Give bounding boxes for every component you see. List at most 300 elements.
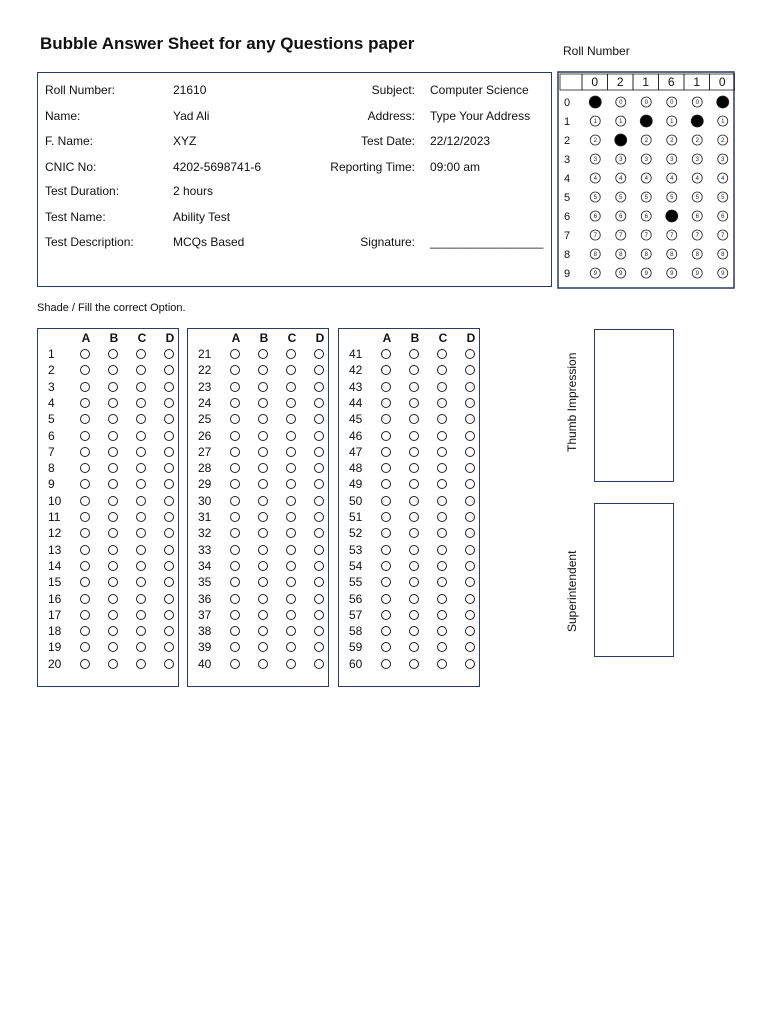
answer-bubble-2-d[interactable] bbox=[164, 365, 174, 375]
answer-bubble-60-d[interactable] bbox=[465, 659, 475, 669]
answer-bubble-6-a[interactable] bbox=[80, 431, 90, 441]
answer-bubble-16-d[interactable] bbox=[164, 594, 174, 604]
answer-bubble-10-b[interactable] bbox=[108, 496, 118, 506]
answer-bubble-15-c[interactable] bbox=[136, 577, 146, 587]
answer-bubble-43-a[interactable] bbox=[381, 382, 391, 392]
answer-bubble-41-a[interactable] bbox=[381, 349, 391, 359]
answer-bubble-5-d[interactable] bbox=[164, 414, 174, 424]
answer-bubble-49-d[interactable] bbox=[465, 479, 475, 489]
answer-bubble-60-b[interactable] bbox=[409, 659, 419, 669]
info-label-test-date: Test Date: bbox=[360, 134, 415, 148]
answer-bubble-57-a[interactable] bbox=[381, 610, 391, 620]
answer-bubble-58-d[interactable] bbox=[465, 626, 475, 636]
answer-bubble-20-b[interactable] bbox=[108, 659, 118, 669]
roll-grid-bubble-digit: 4 bbox=[644, 176, 648, 183]
answer-bubble-44-b[interactable] bbox=[409, 398, 419, 408]
answer-bubble-50-d[interactable] bbox=[465, 496, 475, 506]
answer-bubble-33-a[interactable] bbox=[230, 545, 240, 555]
answer-bubble-40-c[interactable] bbox=[286, 659, 296, 669]
question-number: 35 bbox=[198, 575, 212, 590]
answer-bubble-36-a[interactable] bbox=[230, 594, 240, 604]
answer-bubble-52-d[interactable] bbox=[465, 528, 475, 538]
answer-bubble-21-d[interactable] bbox=[314, 349, 324, 359]
answer-bubble-14-c[interactable] bbox=[136, 561, 146, 571]
answer-bubble-44-c[interactable] bbox=[437, 398, 447, 408]
answer-bubble-32-b[interactable] bbox=[258, 528, 268, 538]
roll-grid-bubble-filled bbox=[589, 96, 601, 108]
answer-bubble-35-d[interactable] bbox=[314, 577, 324, 587]
answer-bubble-25-b[interactable] bbox=[258, 414, 268, 424]
answer-bubble-28-a[interactable] bbox=[230, 463, 240, 473]
answer-bubble-59-a[interactable] bbox=[381, 642, 391, 652]
question-number: 27 bbox=[198, 444, 212, 459]
roll-grid-bubble-digit: 0 bbox=[644, 100, 648, 107]
answer-bubble-33-c[interactable] bbox=[286, 545, 296, 555]
answer-bubble-46-c[interactable] bbox=[437, 431, 447, 441]
answer-bubble-59-d[interactable] bbox=[465, 642, 475, 652]
answer-bubble-33-d[interactable] bbox=[314, 545, 324, 555]
answer-bubble-13-b[interactable] bbox=[108, 545, 118, 555]
answer-bubble-14-a[interactable] bbox=[80, 561, 90, 571]
answer-bubble-26-a[interactable] bbox=[230, 431, 240, 441]
answer-bubble-4-a[interactable] bbox=[80, 398, 90, 408]
answer-bubble-13-a[interactable] bbox=[80, 545, 90, 555]
answer-bubble-12-d[interactable] bbox=[164, 528, 174, 538]
answer-bubble-6-d[interactable] bbox=[164, 431, 174, 441]
answer-bubble-33-b[interactable] bbox=[258, 545, 268, 555]
info-value-test-description[interactable]: MCQs Based bbox=[173, 235, 245, 249]
question-number: 50 bbox=[349, 493, 363, 508]
answer-bubble-3-b[interactable] bbox=[108, 382, 118, 392]
info-value-address[interactable]: Type Your Address bbox=[430, 109, 531, 123]
answer-bubble-3-c[interactable] bbox=[136, 382, 146, 392]
answer-bubble-27-b[interactable] bbox=[258, 447, 268, 457]
answer-bubble-47-c[interactable] bbox=[437, 447, 447, 457]
answer-bubble-24-b[interactable] bbox=[258, 398, 268, 408]
answer-bubble-54-d[interactable] bbox=[465, 561, 475, 571]
info-label-address: Address: bbox=[367, 109, 415, 123]
answer-bubble-22-c[interactable] bbox=[286, 365, 296, 375]
answer-bubble-37-c[interactable] bbox=[286, 610, 296, 620]
answer-bubble-38-d[interactable] bbox=[314, 626, 324, 636]
answer-bubble-40-b[interactable] bbox=[258, 659, 268, 669]
answer-bubble-59-c[interactable] bbox=[437, 642, 447, 652]
answer-bubble-46-b[interactable] bbox=[409, 431, 419, 441]
info-value-reporting-time[interactable]: 09:00 am bbox=[430, 160, 481, 174]
answer-bubble-29-b[interactable] bbox=[258, 479, 268, 489]
answer-bubble-32-d[interactable] bbox=[314, 528, 324, 538]
roll-grid-bubble-digit: 9 bbox=[593, 271, 597, 278]
answer-bubble-32-c[interactable] bbox=[286, 528, 296, 538]
answer-bubble-56-d[interactable] bbox=[465, 594, 475, 604]
answer-bubble-53-d[interactable] bbox=[465, 545, 475, 555]
info-value-signature[interactable]: _________________ bbox=[430, 235, 544, 249]
answer-bubble-4-b[interactable] bbox=[108, 398, 118, 408]
answer-bubble-16-b[interactable] bbox=[108, 594, 118, 604]
answer-bubble-35-a[interactable] bbox=[230, 577, 240, 587]
answer-bubble-18-c[interactable] bbox=[136, 626, 146, 636]
answer-bubble-22-a[interactable] bbox=[230, 365, 240, 375]
answer-bubble-41-d[interactable] bbox=[465, 349, 475, 359]
roll-number-grid bbox=[557, 71, 735, 289]
roll-grid-bubble-digit: 5 bbox=[670, 195, 674, 202]
roll-grid-row-label: 8 bbox=[563, 249, 571, 261]
answer-bubble-29-a[interactable] bbox=[230, 479, 240, 489]
answer-bubble-22-b[interactable] bbox=[258, 365, 268, 375]
answer-bubble-26-b[interactable] bbox=[258, 431, 268, 441]
answer-bubble-30-b[interactable] bbox=[258, 496, 268, 506]
answer-bubble-40-d[interactable] bbox=[314, 659, 324, 669]
answer-bubble-60-a[interactable] bbox=[381, 659, 391, 669]
answer-bubble-34-b[interactable] bbox=[258, 561, 268, 571]
answer-bubble-41-c[interactable] bbox=[437, 349, 447, 359]
answer-bubble-55-b[interactable] bbox=[409, 577, 419, 587]
question-number: 6 bbox=[48, 428, 55, 443]
answer-bubble-19-a[interactable] bbox=[80, 642, 90, 652]
answer-bubble-42-b[interactable] bbox=[409, 365, 419, 375]
info-value-father-name[interactable]: XYZ bbox=[173, 134, 197, 148]
answer-bubble-49-a[interactable] bbox=[381, 479, 391, 489]
answer-bubble-32-a[interactable] bbox=[230, 528, 240, 538]
answer-bubble-21-b[interactable] bbox=[258, 349, 268, 359]
answer-bubble-46-a[interactable] bbox=[381, 431, 391, 441]
answer-bubble-51-a[interactable] bbox=[381, 512, 391, 522]
question-number: 54 bbox=[349, 558, 363, 573]
answer-bubble-8-a[interactable] bbox=[80, 463, 90, 473]
answer-bubble-58-b[interactable] bbox=[409, 626, 419, 636]
question-number: 31 bbox=[198, 510, 212, 524]
answer-bubble-31-c[interactable] bbox=[286, 512, 296, 522]
answer-bubble-54-b[interactable] bbox=[409, 561, 419, 571]
answer-bubble-57-d[interactable] bbox=[465, 610, 475, 620]
answer-bubble-10-d[interactable] bbox=[164, 496, 174, 506]
answer-bubble-47-a[interactable] bbox=[381, 447, 391, 457]
answer-bubble-52-b[interactable] bbox=[409, 528, 419, 538]
question-column-1 bbox=[37, 328, 179, 687]
answer-bubble-26-c[interactable] bbox=[286, 431, 296, 441]
answer-bubble-37-a[interactable] bbox=[230, 610, 240, 620]
answer-bubble-19-b[interactable] bbox=[108, 642, 118, 652]
roll-grid-bubble-digit: 2 bbox=[593, 138, 597, 145]
answer-bubble-43-d[interactable] bbox=[465, 382, 475, 392]
answer-bubble-5-c[interactable] bbox=[136, 414, 146, 424]
answer-bubble-47-b[interactable] bbox=[409, 447, 419, 457]
roll-grid-bubble-digit: 8 bbox=[695, 252, 699, 259]
question-number: 39 bbox=[198, 640, 212, 655]
answer-bubble-34-a[interactable] bbox=[230, 561, 240, 571]
answer-bubble-16-a[interactable] bbox=[80, 594, 90, 604]
answer-bubble-14-d[interactable] bbox=[164, 561, 174, 571]
answer-bubble-39-b[interactable] bbox=[258, 642, 268, 652]
answer-bubble-45-b[interactable] bbox=[409, 414, 419, 424]
answer-bubble-21-c[interactable] bbox=[286, 349, 296, 359]
answer-bubble-53-b[interactable] bbox=[409, 545, 419, 555]
answer-bubble-19-c[interactable] bbox=[136, 642, 146, 652]
answer-bubble-54-c[interactable] bbox=[437, 561, 447, 571]
answer-bubble-56-c[interactable] bbox=[437, 594, 447, 604]
answer-bubble-27-a[interactable] bbox=[230, 447, 240, 457]
answer-bubble-17-b[interactable] bbox=[108, 610, 118, 620]
answer-bubble-45-c[interactable] bbox=[437, 414, 447, 424]
answer-bubble-38-c[interactable] bbox=[286, 626, 296, 636]
answer-bubble-41-b[interactable] bbox=[409, 349, 419, 359]
roll-grid-row-label: 6 bbox=[563, 211, 571, 223]
answer-bubble-50-b[interactable] bbox=[409, 496, 419, 506]
answer-bubble-7-b[interactable] bbox=[108, 447, 118, 457]
info-label-subject: Subject: bbox=[371, 83, 415, 97]
answer-bubble-24-d[interactable] bbox=[314, 398, 324, 408]
roll-grid-bubble-digit: 4 bbox=[695, 176, 699, 183]
question-number: 59 bbox=[349, 640, 363, 655]
answer-bubble-9-b[interactable] bbox=[108, 479, 118, 489]
answer-bubble-37-d[interactable] bbox=[314, 610, 324, 620]
answer-bubble-45-d[interactable] bbox=[465, 414, 475, 424]
question-number: 5 bbox=[48, 412, 55, 427]
answer-bubble-11-a[interactable] bbox=[80, 512, 90, 522]
answer-bubble-5-b[interactable] bbox=[108, 414, 118, 424]
answer-bubble-56-b[interactable] bbox=[409, 594, 419, 604]
answer-bubble-10-c[interactable] bbox=[136, 496, 146, 506]
answer-bubble-24-a[interactable] bbox=[230, 398, 240, 408]
answer-bubble-38-a[interactable] bbox=[230, 626, 240, 636]
answer-bubble-11-c[interactable] bbox=[136, 512, 146, 522]
answer-bubble-35-b[interactable] bbox=[258, 577, 268, 587]
info-value-cnic[interactable]: 4202-5698741-6 bbox=[173, 160, 262, 174]
answer-bubble-48-a[interactable] bbox=[381, 463, 391, 473]
answer-bubble-3-d[interactable] bbox=[164, 382, 174, 392]
answer-bubble-23-a[interactable] bbox=[230, 382, 240, 392]
answer-bubble-13-c[interactable] bbox=[136, 545, 146, 555]
roll-grid-row-label: 5 bbox=[563, 192, 571, 204]
answer-bubble-1-b[interactable] bbox=[108, 349, 118, 359]
answer-bubble-49-c[interactable] bbox=[437, 479, 447, 489]
answer-bubble-50-c[interactable] bbox=[437, 496, 447, 506]
answer-bubble-51-d[interactable] bbox=[465, 512, 475, 522]
answer-bubble-47-d[interactable] bbox=[465, 447, 475, 457]
answer-bubble-56-a[interactable] bbox=[381, 594, 391, 604]
answer-bubble-45-a[interactable] bbox=[381, 414, 391, 424]
thumb-impression-box[interactable] bbox=[594, 329, 674, 482]
answer-bubble-7-d[interactable] bbox=[164, 447, 174, 457]
answer-bubble-34-c[interactable] bbox=[286, 561, 296, 571]
superintendent-box[interactable] bbox=[594, 503, 674, 657]
answer-bubble-50-a[interactable] bbox=[381, 496, 391, 506]
answer-bubble-36-c[interactable] bbox=[286, 594, 296, 604]
answer-bubble-59-b[interactable] bbox=[409, 642, 419, 652]
answer-bubble-44-d[interactable] bbox=[465, 398, 475, 408]
answer-bubble-18-b[interactable] bbox=[108, 626, 118, 636]
answer-bubble-39-c[interactable] bbox=[286, 642, 296, 652]
answer-bubble-11-d[interactable] bbox=[164, 512, 174, 522]
answer-bubble-12-c[interactable] bbox=[136, 528, 146, 538]
answer-bubble-5-a[interactable] bbox=[80, 414, 90, 424]
answer-bubble-35-c[interactable] bbox=[286, 577, 296, 587]
answer-bubble-48-b[interactable] bbox=[409, 463, 419, 473]
info-value-test-date[interactable]: 22/12/2023 bbox=[430, 134, 491, 148]
answer-bubble-20-d[interactable] bbox=[164, 659, 174, 669]
answer-bubble-29-c[interactable] bbox=[286, 479, 296, 489]
answer-bubble-26-d[interactable] bbox=[314, 431, 324, 441]
roll-grid-bubble-digit: 2 bbox=[721, 138, 725, 145]
question-number: 38 bbox=[198, 624, 212, 639]
answer-bubble-53-a[interactable] bbox=[381, 545, 391, 555]
answer-bubble-15-d[interactable] bbox=[164, 577, 174, 587]
answer-bubble-4-d[interactable] bbox=[164, 398, 174, 408]
answer-bubble-55-c[interactable] bbox=[437, 577, 447, 587]
answer-bubble-6-c[interactable] bbox=[136, 431, 146, 441]
answer-bubble-3-a[interactable] bbox=[80, 382, 90, 392]
roll-grid-bubble-digit: 3 bbox=[670, 157, 674, 164]
answer-bubble-28-d[interactable] bbox=[314, 463, 324, 473]
answer-bubble-27-c[interactable] bbox=[286, 447, 296, 457]
info-value-test-duration[interactable]: 2 hours bbox=[173, 184, 214, 198]
answer-bubble-20-c[interactable] bbox=[136, 659, 146, 669]
answer-bubble-4-c[interactable] bbox=[136, 398, 146, 408]
answer-bubble-34-d[interactable] bbox=[314, 561, 324, 571]
answer-bubble-8-b[interactable] bbox=[108, 463, 118, 473]
answer-bubble-48-d[interactable] bbox=[465, 463, 475, 473]
answer-bubble-52-c[interactable] bbox=[437, 528, 447, 538]
answer-bubble-17-d[interactable] bbox=[164, 610, 174, 620]
answer-bubble-43-c[interactable] bbox=[437, 382, 447, 392]
answer-bubble-7-c[interactable] bbox=[136, 447, 146, 457]
answer-bubble-55-a[interactable] bbox=[381, 577, 391, 587]
answer-bubble-11-b[interactable] bbox=[108, 512, 118, 522]
answer-bubble-8-c[interactable] bbox=[136, 463, 146, 473]
answer-bubble-42-d[interactable] bbox=[465, 365, 475, 375]
roll-grid-header-digit: 6 bbox=[667, 75, 675, 89]
answer-bubble-31-b[interactable] bbox=[258, 512, 268, 522]
info-value-name[interactable]: Yad Ali bbox=[173, 109, 210, 123]
answer-bubble-12-a[interactable] bbox=[80, 528, 90, 538]
answer-bubble-57-b[interactable] bbox=[409, 610, 419, 620]
info-value-subject[interactable]: Computer Science bbox=[430, 83, 529, 97]
answer-bubble-6-b[interactable] bbox=[108, 431, 118, 441]
answer-bubble-25-c[interactable] bbox=[286, 414, 296, 424]
answer-bubble-39-a[interactable] bbox=[230, 642, 240, 652]
answer-bubble-30-d[interactable] bbox=[314, 496, 324, 506]
roll-grid-header-digit: 2 bbox=[616, 75, 624, 89]
answer-bubble-10-a[interactable] bbox=[80, 496, 90, 506]
roll-grid-bubble-filled bbox=[666, 210, 678, 222]
answer-bubble-22-d[interactable] bbox=[314, 365, 324, 375]
answer-bubble-16-c[interactable] bbox=[136, 594, 146, 604]
answer-bubble-51-c[interactable] bbox=[437, 512, 447, 522]
answer-bubble-38-b[interactable] bbox=[258, 626, 268, 636]
info-value-test-name[interactable]: Ability Test bbox=[173, 210, 231, 224]
answer-bubble-42-c[interactable] bbox=[437, 365, 447, 375]
answer-bubble-44-a[interactable] bbox=[381, 398, 391, 408]
answer-bubble-9-d[interactable] bbox=[164, 479, 174, 489]
roll-grid-header-digit: 0 bbox=[591, 75, 599, 89]
roll-grid-bubble-digit: 6 bbox=[695, 214, 699, 221]
answer-bubble-37-b[interactable] bbox=[258, 610, 268, 620]
roll-grid-bubble-digit: 4 bbox=[593, 176, 597, 183]
answer-bubble-57-c[interactable] bbox=[437, 610, 447, 620]
answer-bubble-17-a[interactable] bbox=[80, 610, 90, 620]
question-number: 13 bbox=[48, 542, 62, 557]
question-number: 55 bbox=[349, 575, 363, 590]
question-number: 10 bbox=[48, 493, 62, 508]
answer-bubble-30-a[interactable] bbox=[230, 496, 240, 506]
answer-bubble-40-a[interactable] bbox=[230, 659, 240, 669]
answer-bubble-1-a[interactable] bbox=[80, 349, 90, 359]
answer-bubble-2-a[interactable] bbox=[80, 365, 90, 375]
answer-bubble-23-b[interactable] bbox=[258, 382, 268, 392]
answer-bubble-43-b[interactable] bbox=[409, 382, 419, 392]
answer-bubble-2-c[interactable] bbox=[136, 365, 146, 375]
answer-bubble-1-d[interactable] bbox=[164, 349, 174, 359]
answer-bubble-17-c[interactable] bbox=[136, 610, 146, 620]
answer-bubble-29-d[interactable] bbox=[314, 479, 324, 489]
answer-bubble-28-b[interactable] bbox=[258, 463, 268, 473]
answer-bubble-48-c[interactable] bbox=[437, 463, 447, 473]
info-value-roll-number[interactable]: 21610 bbox=[173, 83, 207, 97]
answer-bubble-46-d[interactable] bbox=[465, 431, 475, 441]
answer-bubble-21-a[interactable] bbox=[230, 349, 240, 359]
answer-bubble-30-c[interactable] bbox=[286, 496, 296, 506]
question-number: 28 bbox=[198, 461, 212, 476]
answer-bubble-52-a[interactable] bbox=[381, 528, 391, 538]
answer-bubble-23-d[interactable] bbox=[314, 382, 324, 392]
answer-bubble-1-c[interactable] bbox=[136, 349, 146, 359]
answer-bubble-53-c[interactable] bbox=[437, 545, 447, 555]
answer-bubble-60-c[interactable] bbox=[437, 659, 447, 669]
answer-bubble-25-a[interactable] bbox=[230, 414, 240, 424]
answer-bubble-49-b[interactable] bbox=[409, 479, 419, 489]
answer-bubble-18-d[interactable] bbox=[164, 626, 174, 636]
answer-bubble-19-d[interactable] bbox=[164, 642, 174, 652]
roll-grid-bubble-digit: 9 bbox=[670, 271, 674, 278]
roll-grid-row-label: 2 bbox=[563, 135, 571, 147]
option-header-a: A bbox=[231, 331, 241, 345]
answer-bubble-8-d[interactable] bbox=[164, 463, 174, 473]
answer-bubble-42-a[interactable] bbox=[381, 365, 391, 375]
answer-bubble-27-d[interactable] bbox=[314, 447, 324, 457]
answer-bubble-39-d[interactable] bbox=[314, 642, 324, 652]
answer-bubble-12-b[interactable] bbox=[108, 528, 118, 538]
answer-bubble-23-c[interactable] bbox=[286, 382, 296, 392]
answer-bubble-28-c[interactable] bbox=[286, 463, 296, 473]
answer-bubble-2-b[interactable] bbox=[108, 365, 118, 375]
answer-bubble-31-a[interactable] bbox=[230, 512, 240, 522]
answer-bubble-36-b[interactable] bbox=[258, 594, 268, 604]
answer-bubble-55-d[interactable] bbox=[465, 577, 475, 587]
roll-grid-bubble-digit: 9 bbox=[695, 271, 699, 278]
question-number: 7 bbox=[48, 444, 55, 459]
answer-bubble-24-c[interactable] bbox=[286, 398, 296, 408]
answer-bubble-13-d[interactable] bbox=[164, 545, 174, 555]
answer-bubble-54-a[interactable] bbox=[381, 561, 391, 571]
roll-grid-row-label: 4 bbox=[563, 173, 571, 185]
answer-bubble-9-c[interactable] bbox=[136, 479, 146, 489]
answer-bubble-31-d[interactable] bbox=[314, 512, 324, 522]
answer-bubble-51-b[interactable] bbox=[409, 512, 419, 522]
answer-bubble-58-a[interactable] bbox=[381, 626, 391, 636]
answer-bubble-20-a[interactable] bbox=[80, 659, 90, 669]
answer-bubble-15-b[interactable] bbox=[108, 577, 118, 587]
answer-bubble-15-a[interactable] bbox=[80, 577, 90, 587]
answer-bubble-7-a[interactable] bbox=[80, 447, 90, 457]
answer-bubble-25-d[interactable] bbox=[314, 414, 324, 424]
answer-bubble-58-c[interactable] bbox=[437, 626, 447, 636]
option-header-d: D bbox=[466, 331, 476, 345]
answer-bubble-14-b[interactable] bbox=[108, 561, 118, 571]
roll-grid-bubble-digit: 4 bbox=[721, 176, 725, 183]
answer-bubble-18-a[interactable] bbox=[80, 626, 90, 636]
answer-bubble-36-d[interactable] bbox=[314, 594, 324, 604]
answer-bubble-9-a[interactable] bbox=[80, 479, 90, 489]
